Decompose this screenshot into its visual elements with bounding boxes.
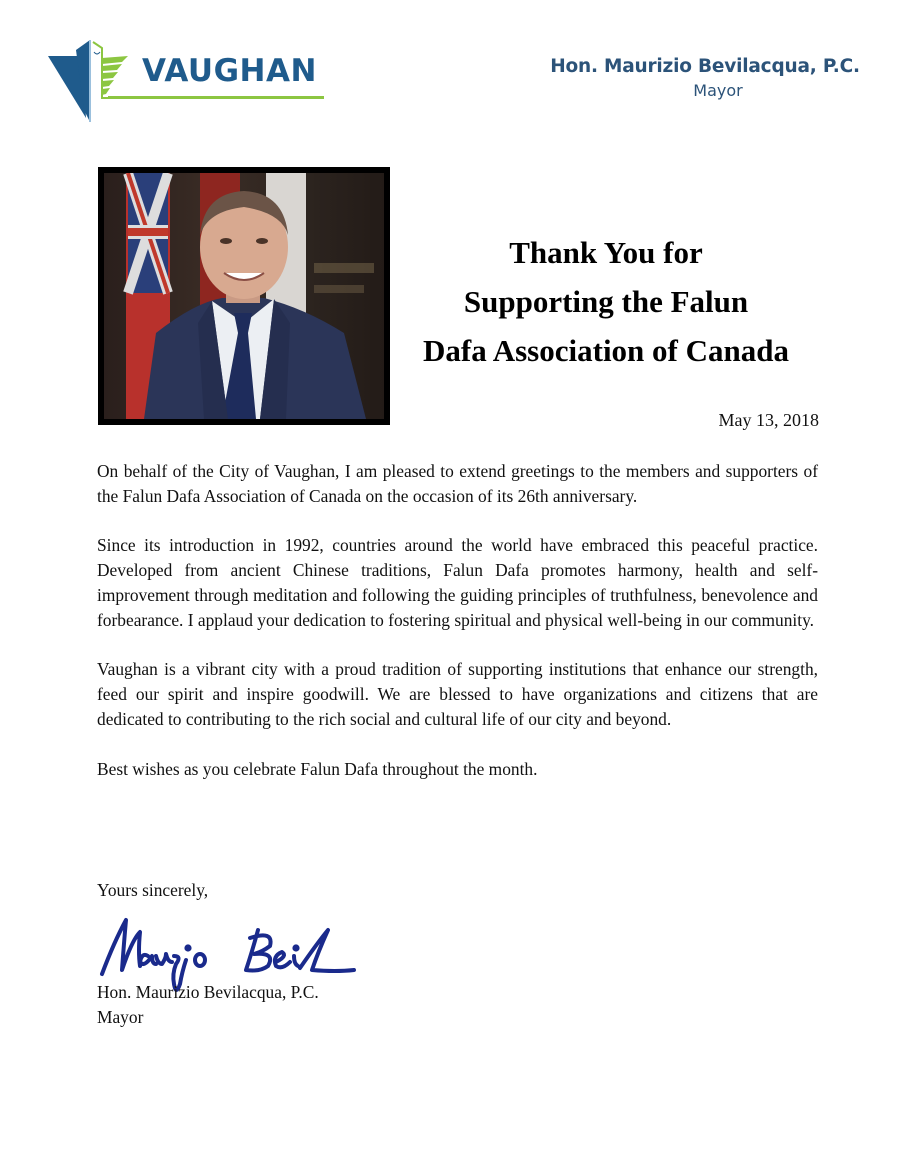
letter-title [392, 228, 820, 375]
letterhead-mayor-title: Mayor [693, 81, 743, 100]
body-paragraph-3: Vaughan is a vibrant city with a proud tradition of supporting institutions that enhance our strength, feed our spirit and inspire goodwill. We are blessed to have organizations and citizens that are dedicated to contributing to the rich social and cultural life of our city and beyond. [97, 659, 818, 729]
body-paragraph-1: On behalf of the City of Vaughan, I am pleased to extend greetings to the members and supporters of the Falun Dafa Association of Canada on the occasion of its 26th anniversary. [97, 461, 818, 506]
signatory-title: Mayor [97, 1007, 144, 1027]
signatory-name: Hon. Maurizio Bevilacqua, P.C. [97, 982, 319, 1002]
letterhead-mayor-name: Hon. Maurizio Bevilacqua, P.C. [550, 56, 860, 77]
body-paragraph-2: Since its introduction in 1992, countries around the world have embraced this peaceful practice. Developed from ancient Chinese traditions, Falun Dafa promotes harmony, health and self-improvement through meditation and following the guiding principles of truthfulness, benevolence and forbearance. I applaud your dedication to fostering spiritual and physical well-being in our community. [97, 535, 818, 630]
logo-underline [108, 96, 324, 99]
letterhead-mayor-block [545, 56, 865, 100]
portrait-image [104, 173, 384, 419]
title-line-1: Thank You for [509, 235, 703, 270]
vaughan-logo-mark-icon [46, 38, 146, 122]
mayor-portrait-photo [98, 167, 390, 425]
portrait-illustration-icon [104, 173, 384, 419]
closing-salutation: Yours sincerely, [97, 880, 209, 900]
vaughan-logo [46, 38, 328, 122]
title-line-3: Dafa Association of Canada [422, 333, 789, 368]
letter-body [97, 459, 818, 806]
title-line-2: Supporting the Falun [463, 284, 749, 319]
signatory [97, 980, 319, 1030]
body-paragraph-4: Best wishes as you celebrate Falun Dafa throughout the month. [97, 758, 538, 779]
letter-date: May 13, 2018 [718, 410, 819, 430]
vaughan-wordmark: VAUGHAN [142, 53, 317, 89]
